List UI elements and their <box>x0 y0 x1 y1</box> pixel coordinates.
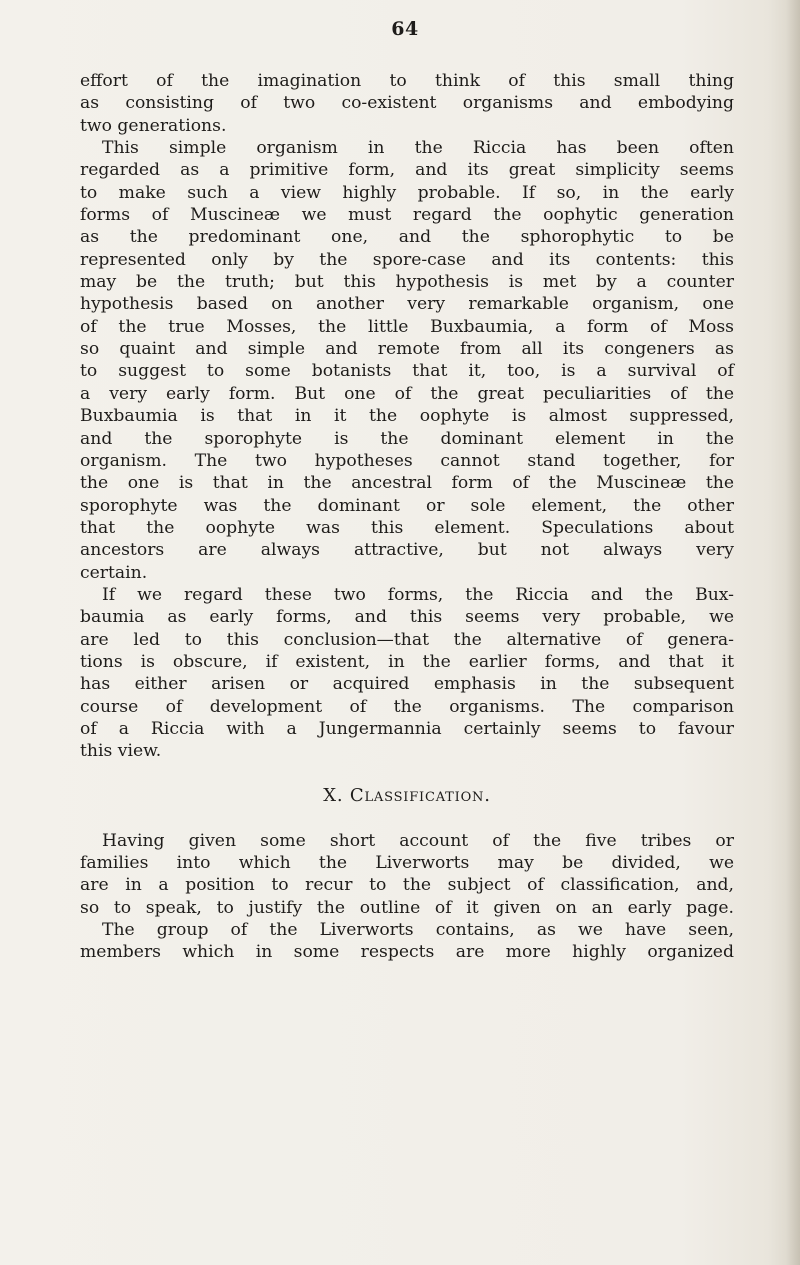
paragraph-4-line: members which in some respects are more highly organized <box>80 942 734 963</box>
paragraph-2-line: regarded as a primitive form, and its great simplicity seems <box>80 160 734 181</box>
section-heading: X. Classification. <box>323 785 491 806</box>
paragraph-3-line: has either arisen or acquired emphasis in the subsequent <box>80 674 734 695</box>
paragraph-2-line: Buxbaumia is that in it the oophyte is almost suppressed, <box>80 406 734 427</box>
paragraph-2-line: the one is that in the ancestral form of the Muscineæ the <box>80 473 734 494</box>
paragraph-2-line: and the sporophyte is the dominant element in the <box>80 428 734 449</box>
paragraph-1-line: effort of the imagination to think of this small thing <box>80 71 734 91</box>
paragraph-2-line: organism. The two hypotheses cannot stand together, for <box>80 450 734 471</box>
paragraph-2-line: ancestors are always attractive, but not always very <box>80 540 734 561</box>
body-text <box>80 70 734 964</box>
paragraph-2-line: sporophyte was the dominant or sole element, the other <box>80 495 734 516</box>
paragraph-3-line: If we regard these two forms, the Riccia and the Bux- <box>102 584 734 605</box>
paragraph-2-line: certain. <box>80 562 148 583</box>
paragraph-2-line: to suggest to some botanists that it, too, is a survival of <box>80 361 734 382</box>
paragraph-4-line: are in a position to recur to the subject of classification, and, <box>80 875 734 896</box>
paragraph-3-line: are led to this conclusion—that the alternative of genera- <box>80 629 734 650</box>
paragraph-2-line: that the oophyte was this element. Speculations about <box>80 517 734 538</box>
paragraph-2-line: forms of Muscineæ we must regard the oophytic generation <box>80 205 734 226</box>
paragraph-2-line: of the true Mosses, the little Buxbaumia, a form of Moss <box>80 316 734 337</box>
paragraph-3-line: course of development of the organisms. The comparison <box>80 696 734 717</box>
paragraph-2-line: may be the truth; but this hypothesis is met by a counter <box>80 272 734 293</box>
page-number: 64 <box>391 18 419 40</box>
paragraph-3-line: tions is obscure, if existent, in the earlier forms, and that it <box>80 651 734 672</box>
paragraph-4-line: Having given some short account of the five tribes or <box>102 830 734 851</box>
spacer <box>80 807 734 829</box>
paragraph-4-line: families into which the Liverworts may be divided, we <box>80 853 734 874</box>
paragraph-2-line: as the predominant one, and the sphorophytic to be <box>80 227 734 248</box>
paragraph-2-line: so quaint and simple and remote from all its congeners as <box>80 339 734 360</box>
paragraph-3-line: of a Riccia with a Jungermannia certainly seems to favour <box>80 718 734 739</box>
paragraph-2-line: hypothesis based on another very remarkable organism, one <box>80 294 734 315</box>
paragraph-1-line: as consisting of two co-existent organisms and embodying <box>80 93 734 114</box>
spacer <box>80 763 734 785</box>
paragraph-2-line: to make such a view highly probable. If so, in the early <box>80 182 734 203</box>
paragraph-4-line: so to speak, to justify the outline of it given on an early page. <box>80 897 734 918</box>
paragraph-3-line: baumia as early forms, and this seems very probable, we <box>80 607 734 628</box>
paragraph-4-line: The group of the Liverworts contains, as we have seen, <box>102 920 734 941</box>
paragraph-2-line: represented only by the spore-case and its contents: this <box>80 249 734 270</box>
paragraph-1-line: two generations. <box>80 115 227 136</box>
paragraph-3-line: this view. <box>80 741 162 762</box>
paragraph-2-line: This simple organism in the Riccia has been often <box>102 138 734 159</box>
page-edge-shadow <box>786 0 800 1265</box>
paragraph-2-line: a very early form. But one of the great peculiarities of the <box>80 383 734 404</box>
